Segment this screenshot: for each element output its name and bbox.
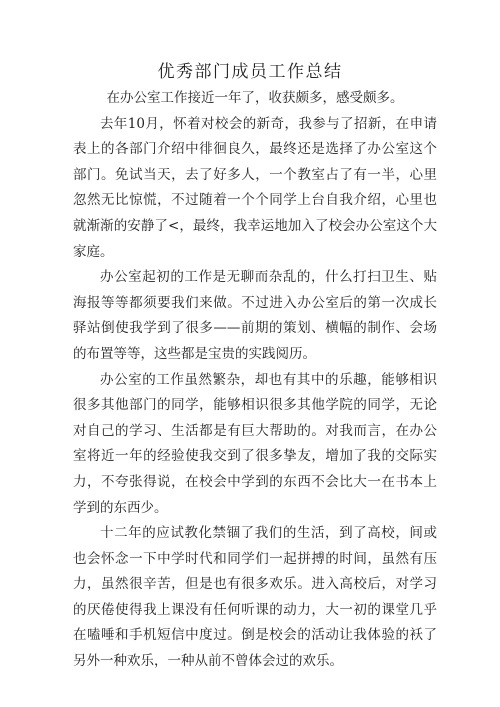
- intro-paragraph: 在办公室工作接近一年了，收获颇多，感受颇多。: [106, 90, 404, 106]
- paragraph-early-work: 办公室起初的工作是无聊而杂乱的，什么打扫卫生、贴海报等等都须要我们来做。不过进入办公室后的第一次成长驿站倒使我学到了很多——前期的策划、横幅的制作、会场的布置等等，这些都是宝贵的实践阅历。: [73, 269, 437, 362]
- document-title: 优秀部门成员工作总结: [157, 62, 343, 82]
- paragraph-benefits: 办公室的工作虽然繁杂，却也有其中的乐趣，能够相识很多其他部门的同学，能够相识很多其他学院的同学，无论对自己的学习、生活都是有巨大帮助的。对我而言，在办公室将近一年的经验使我交到了很多挚友，增加了我的交际实力，不夸张得说，在校会中学到的东西不会比大一在书本上学到的东西少。: [73, 371, 437, 516]
- document-body: [73, 86, 437, 675]
- paragraph-reflection: 十二年的应试教化禁锢了我们的生活，到了高校，间或也会怀念一下中学时代和同学们一起拼搏的时间，虽然有压力，虽然很辛苦，但是也有很多欢乐。进入高校后，对学习的厌倦使得我上课没有任何听课的动力，大一初的课堂几乎在嗑唾和手机短信中度过。倒是校会的活动让我体验的袄了另外一种欢乐，一种从前不曾体会过的欢乐。: [73, 525, 437, 670]
- paragraph-joining: 去年10月，怀着对校会的新奇，我参与了招新，在申请表上的各部门介绍中徘徊良久，最终还是选择了办公室这个部门。免试当天，去了好多人，一个教室占了有一半，心里忽然无比惊慌，不过随着一个个同学上台自我介绍，心里也就渐渐的安静了<，最终，我幸运地加入了校会办公室这个大家庭。: [73, 115, 437, 260]
